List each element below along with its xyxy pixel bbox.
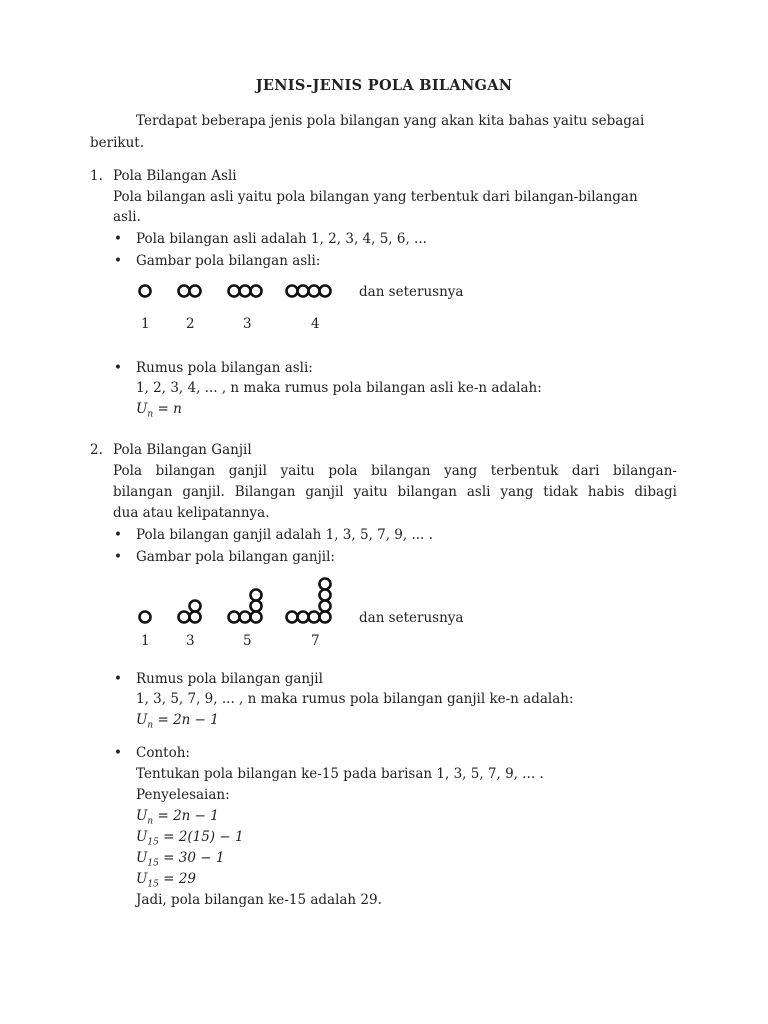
pattern-circle (320, 601, 331, 612)
section-2-formula (136, 710, 219, 736)
step-lhs: U (136, 829, 148, 845)
figure-2-suffix: dan seterusnya (359, 610, 464, 626)
formula-rhs: = 2n − 1 (157, 712, 219, 728)
example-label: • Contoh: (136, 743, 190, 763)
section-1-heading: Pola Bilangan Asli (113, 168, 237, 184)
pattern-circle (229, 612, 240, 623)
figure-2-label-3: 5 (243, 633, 252, 649)
step-rhs: = 29 (163, 871, 196, 887)
pattern-circle (320, 590, 331, 601)
pattern-circle (251, 590, 262, 601)
pattern-circle (320, 612, 331, 623)
section-1-desc-line-2: asli. (113, 209, 141, 225)
section-2-desc-line-2: bilangan ganjil. Bilangan ganjil yaitu bilangan asli yang tidak habis dibagi (113, 484, 677, 500)
figure-1-label-3: 3 (243, 316, 252, 332)
step-sub: 15 (147, 858, 159, 869)
example-question: Tentukan pola bilangan ke-15 pada barisan 1, 3, 5, 7, 9, ... . (136, 766, 544, 782)
pattern-circle (320, 579, 331, 590)
section-2-bullet-1: • Pola bilangan ganjil adalah 1, 3, 5, 7, 9, ... . (136, 525, 433, 545)
step-sub: 15 (147, 837, 159, 848)
pattern-circle (190, 601, 201, 612)
section-2-formula-line: 1, 3, 5, 7, 9, ... , n maka rumus pola bilangan ganjil ke-n adalah: (136, 691, 574, 707)
section-1-bullet-2: • Gambar pola bilangan asli: (136, 251, 320, 271)
section-2-desc-line-1: Pola bilangan ganjil yaitu pola bilangan yang terbentuk dari bilangan- (113, 463, 677, 479)
intro-line-2: berikut. (90, 135, 144, 151)
step-sub: n (147, 816, 154, 827)
section-2-heading: Pola Bilangan Ganjil (113, 442, 252, 458)
figure-1-label-1: 1 (141, 316, 150, 332)
section-2-desc-line-3: dua atau kelipatannya. (113, 505, 270, 521)
pattern-circle (240, 612, 251, 623)
figure-2-label-4: 7 (311, 633, 320, 649)
pattern-circle (140, 612, 151, 623)
step-rhs: = 30 − 1 (163, 850, 225, 866)
section-2-bullet-3: • Rumus pola bilangan ganjil (136, 669, 323, 689)
step-sub: 15 (147, 879, 159, 890)
page-title: JENIS-JENIS POLA BILANGAN (255, 77, 513, 94)
section-2-number: 2. (90, 442, 103, 458)
intro-line-1: Terdapat beberapa jenis pola bilangan yang akan kita bahas yaitu sebagai (136, 113, 645, 129)
pattern-circle (251, 612, 262, 623)
section-1-formula-line: 1, 2, 3, 4, ... , n maka rumus pola bilangan asli ke-n adalah: (136, 380, 542, 396)
pattern-circle (251, 601, 262, 612)
formula-sub: n (147, 720, 154, 731)
section-1-desc-line-1: Pola bilangan asli yaitu pola bilangan yang terbentuk dari bilangan-bilangan (113, 189, 638, 205)
figure-2-label-2: 3 (186, 633, 195, 649)
pattern-circle (190, 612, 201, 623)
pattern-circle (309, 612, 320, 623)
formula-sub: n (147, 409, 154, 420)
figure-1-label-4: 4 (311, 316, 320, 332)
example-solution-label: Penyelesaian: (136, 787, 230, 803)
formula-rhs: = n (157, 401, 182, 417)
pattern-circle (298, 612, 309, 623)
section-1-bullet-3: • Rumus pola bilangan asli: (136, 358, 313, 378)
figure-1-label-2: 2 (186, 316, 195, 332)
section-2-bullet-2: • Gambar pola bilangan ganjil: (136, 547, 335, 567)
formula-lhs: U (136, 712, 148, 728)
step-rhs: = 2(15) − 1 (163, 829, 244, 845)
example-conclusion: Jadi, pola bilangan ke-15 adalah 29. (136, 892, 382, 908)
section-1-bullet-1: • Pola bilangan asli adalah 1, 2, 3, 4, 5, 6, ... (136, 229, 427, 249)
figure-1-suffix: dan seterusnya (359, 284, 464, 300)
pattern-circle (287, 612, 298, 623)
step-lhs: U (136, 871, 148, 887)
section-1-number: 1. (90, 168, 103, 184)
figure-2-label-1: 1 (141, 633, 150, 649)
step-lhs: U (136, 808, 148, 824)
pattern-circle (179, 612, 190, 623)
step-rhs: = 2n − 1 (157, 808, 219, 824)
step-lhs: U (136, 850, 148, 866)
formula-lhs: U (136, 401, 148, 417)
